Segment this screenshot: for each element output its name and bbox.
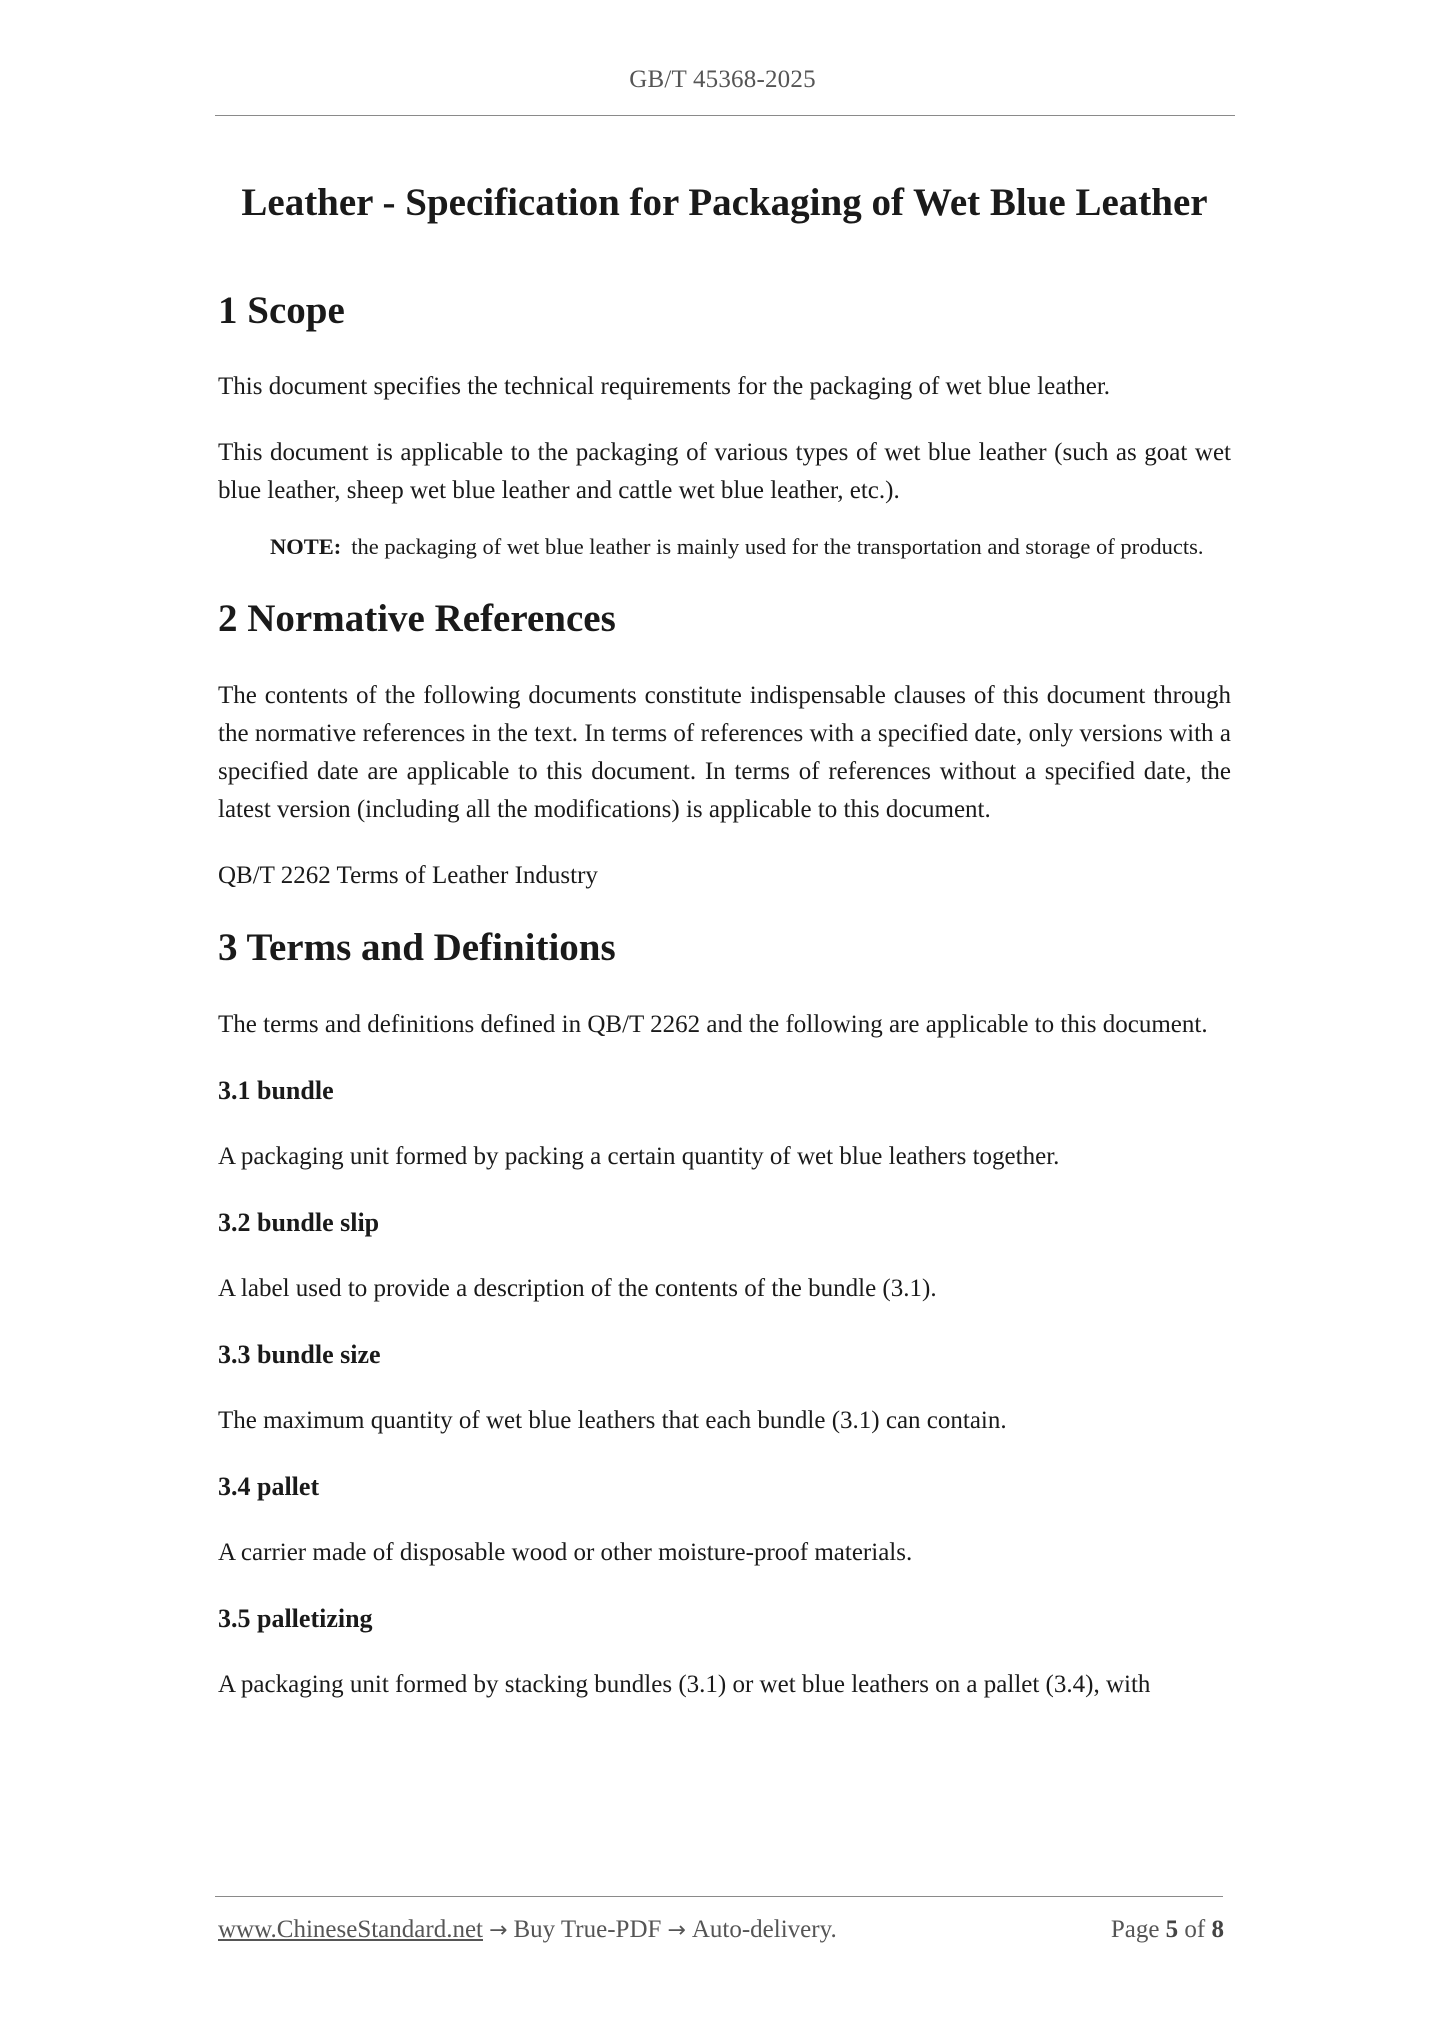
term-heading: 3.3 bundle size: [218, 1339, 381, 1369]
note-text: the packaging of wet blue leather is mainly used for the transportation and storage of products.: [351, 534, 1204, 560]
term-heading: 3.4 pallet: [218, 1471, 320, 1501]
term-definition: The maximum quantity of wet blue leathers that each bundle (3.1) can contain.: [218, 1406, 1007, 1434]
term-definition: A label used to provide a description of the contents of the bundle (3.1).: [218, 1274, 937, 1302]
footer-promo: [218, 1916, 837, 1944]
term-heading: 3.1 bundle: [218, 1075, 334, 1105]
term-definition: A packaging unit formed by packing a certain quantity of wet blue leathers together.: [218, 1142, 1060, 1170]
section-heading-references: 2 Normative References: [218, 597, 616, 641]
page-number: [1111, 1916, 1224, 1944]
page-label: Page: [1110, 1916, 1160, 1943]
term-definition: A packaging unit formed by stacking bundles (3.1) or wet blue leathers on a pallet (3.4), with: [218, 1670, 1151, 1698]
page-footer: [218, 1916, 1224, 1944]
reference-item: QB/T 2262 Terms of Leather Industry: [218, 862, 598, 890]
document-title: Leather - Specification for Packaging of Wet Blue Leather: [241, 181, 1208, 224]
references-paragraph: The contents of the following documents constitute indispensable clauses of this document through the normative references in the text. In terms of references with a specified date, only versions with a specified date are applicable to this document. In terms of references without a specified date, the latest version (including all the modifications) is applicable to this document.: [218, 682, 1231, 824]
header-standard-code: GB/T 45368-2025: [629, 66, 816, 93]
term-definition: A carrier made of disposable wood or other moisture-proof materials.: [218, 1538, 913, 1566]
page-total: 8: [1211, 1916, 1224, 1943]
scope-paragraph-2: This document is applicable to the packaging of various types of wet blue leather (such as goat wet blue leather, sheep wet blue leather and cattle wet blue leather, etc.).: [218, 439, 1231, 505]
section-heading-terms: 3 Terms and Definitions: [218, 926, 616, 970]
term-heading: 3.2 bundle slip: [218, 1207, 380, 1237]
site-link[interactable]: www.ChineseStandard.net: [218, 1916, 483, 1943]
note-label: NOTE:: [270, 534, 342, 560]
page-of: of: [1184, 1916, 1206, 1943]
document-body: [218, 170, 1231, 1704]
page-current: 5: [1165, 1916, 1179, 1943]
right-arrow-icon: →: [667, 1918, 686, 1943]
term-heading: 3.5 palletizing: [218, 1603, 373, 1633]
section-heading-scope: 1 Scope: [218, 288, 345, 332]
scope-paragraph-1: This document specifies the technical requirements for the packaging of wet blue leather.: [218, 373, 1111, 401]
terms-intro: The terms and definitions defined in QB/T 2262 and the following are applicable to this document.: [218, 1010, 1208, 1038]
footer-divider: [215, 1896, 1223, 1897]
header-divider: [215, 115, 1235, 116]
delivery-text: Auto-delivery.: [691, 1916, 837, 1943]
right-arrow-icon: →: [489, 1918, 508, 1943]
buy-text: Buy True-PDF: [513, 1916, 662, 1943]
scope-note: [270, 528, 1231, 566]
